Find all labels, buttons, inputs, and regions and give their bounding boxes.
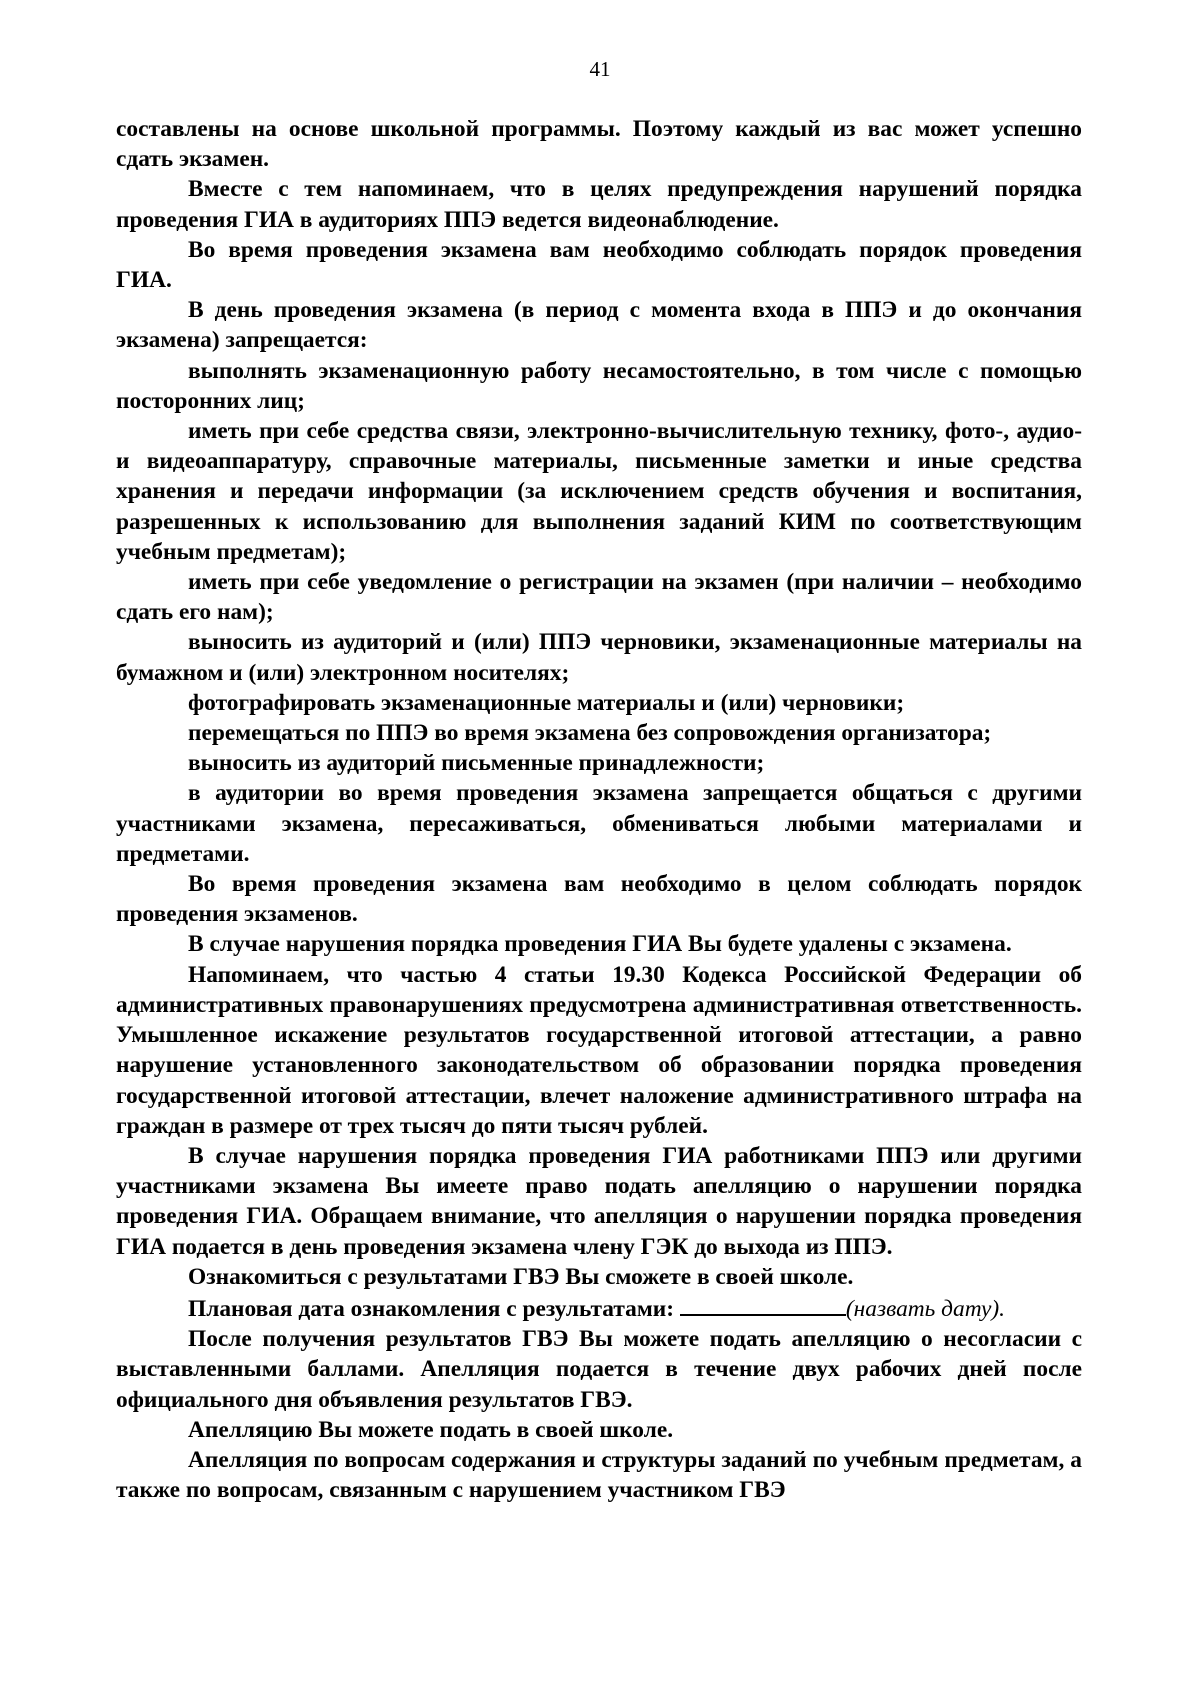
page-number: 41 xyxy=(589,57,611,81)
document-body xyxy=(116,114,1082,1505)
planned-date-label: Плановая дата ознакомления с результатами: xyxy=(188,1295,675,1322)
planned-date-note: (назвать дату). xyxy=(845,1295,1006,1322)
date-blank-field xyxy=(680,1292,846,1316)
paragraph: составлены на основе школьной программы. Поэтому каждый из вас может успешно сдать экзамен. xyxy=(116,116,1082,173)
list-item: выносить из аудиторий и (или) ППЭ черновики, экзаменационные материалы на бумажном и (или) электронном носителях; xyxy=(116,629,1082,686)
paragraph: В случае нарушения порядка проведения ГИА работниками ППЭ или другими участниками экзамена Вы имеете право подать апелляцию о нарушении порядка проведения ГИА. Обращаем внимание, что апелляция о нарушении порядка проведения ГИА подается в день проведения экзамена члену ГЭК до выхода из ППЭ. xyxy=(116,1142,1082,1260)
paragraph: Ознакомиться с результатами ГВЭ Вы сможете в своей школе. xyxy=(188,1263,854,1290)
paragraph: После получения результатов ГВЭ Вы можете подать апелляцию о несогласии с выставленными баллами. Апелляция подается в течение двух рабочих дней после официального дня объявления результатов ГВЭ. xyxy=(116,1326,1082,1413)
list-item: выносить из аудиторий письменные принадлежности; xyxy=(188,750,765,777)
paragraph: Напоминаем, что частью 4 статьи 19.30 Кодекса Российской Федерации об административных правонарушениях предусмотрена административная ответственность. Умышленное искажение результатов государственной итоговой аттестации, а равно нарушение установленного законодательством об образовании порядка проведения государственной итоговой аттестации, влечет наложение административного штрафа на граждан в размере от трех тысяч до пяти тысяч рублей. xyxy=(116,961,1082,1139)
list-item: иметь при себе уведомление о регистрации на экзамен (при наличии – необходимо сдать его нам); xyxy=(116,569,1082,626)
paragraph: Апелляция по вопросам содержания и структуры заданий по учебным предметам, а также по вопросам, связанным с нарушением участником ГВЭ xyxy=(116,1446,1082,1504)
planned-date-line xyxy=(116,1292,1082,1324)
list-item: фотографировать экзаменационные материалы и (или) черновики; xyxy=(188,689,905,716)
list-item: иметь при себе средства связи, электронно-вычислительную технику, фото-, аудио- и видеоаппаратуру, справочные материалы, письменные заметки и иные средства хранения и передачи информации (за исключением средств обучения и воспитания, разрешенных к использованию для выполнения заданий КИМ по соответствующим учебным предметам); xyxy=(116,418,1082,565)
paragraph: Во время проведения экзамена вам необходимо в целом соблюдать порядок проведения экзаменов. xyxy=(116,871,1082,928)
list-item: в аудитории во время проведения экзамена запрещается общаться с другими участниками экзамена, пересаживаться, обмениваться любыми материалами и предметами. xyxy=(116,780,1082,867)
list-item: перемещаться по ППЭ во время экзамена без сопровождения организатора; xyxy=(188,720,992,747)
paragraph: В случае нарушения порядка проведения ГИА Вы будете удалены с экзамена. xyxy=(188,931,1012,958)
paragraph: Апелляцию Вы можете подать в своей школе. xyxy=(188,1416,674,1443)
paragraph: В день проведения экзамена (в период с момента входа в ППЭ и до окончания экзамена) запрещается: xyxy=(116,297,1082,354)
list-item: выполнять экзаменационную работу несамостоятельно, в том числе с помощью посторонних лиц; xyxy=(116,357,1082,414)
paragraph: Вместе с тем напоминаем, что в целях предупреждения нарушений порядка проведения ГИА в аудиториях ППЭ ведется видеонаблюдение. xyxy=(116,176,1082,233)
paragraph: Во время проведения экзамена вам необходимо соблюдать порядок проведения ГИА. xyxy=(116,236,1082,294)
